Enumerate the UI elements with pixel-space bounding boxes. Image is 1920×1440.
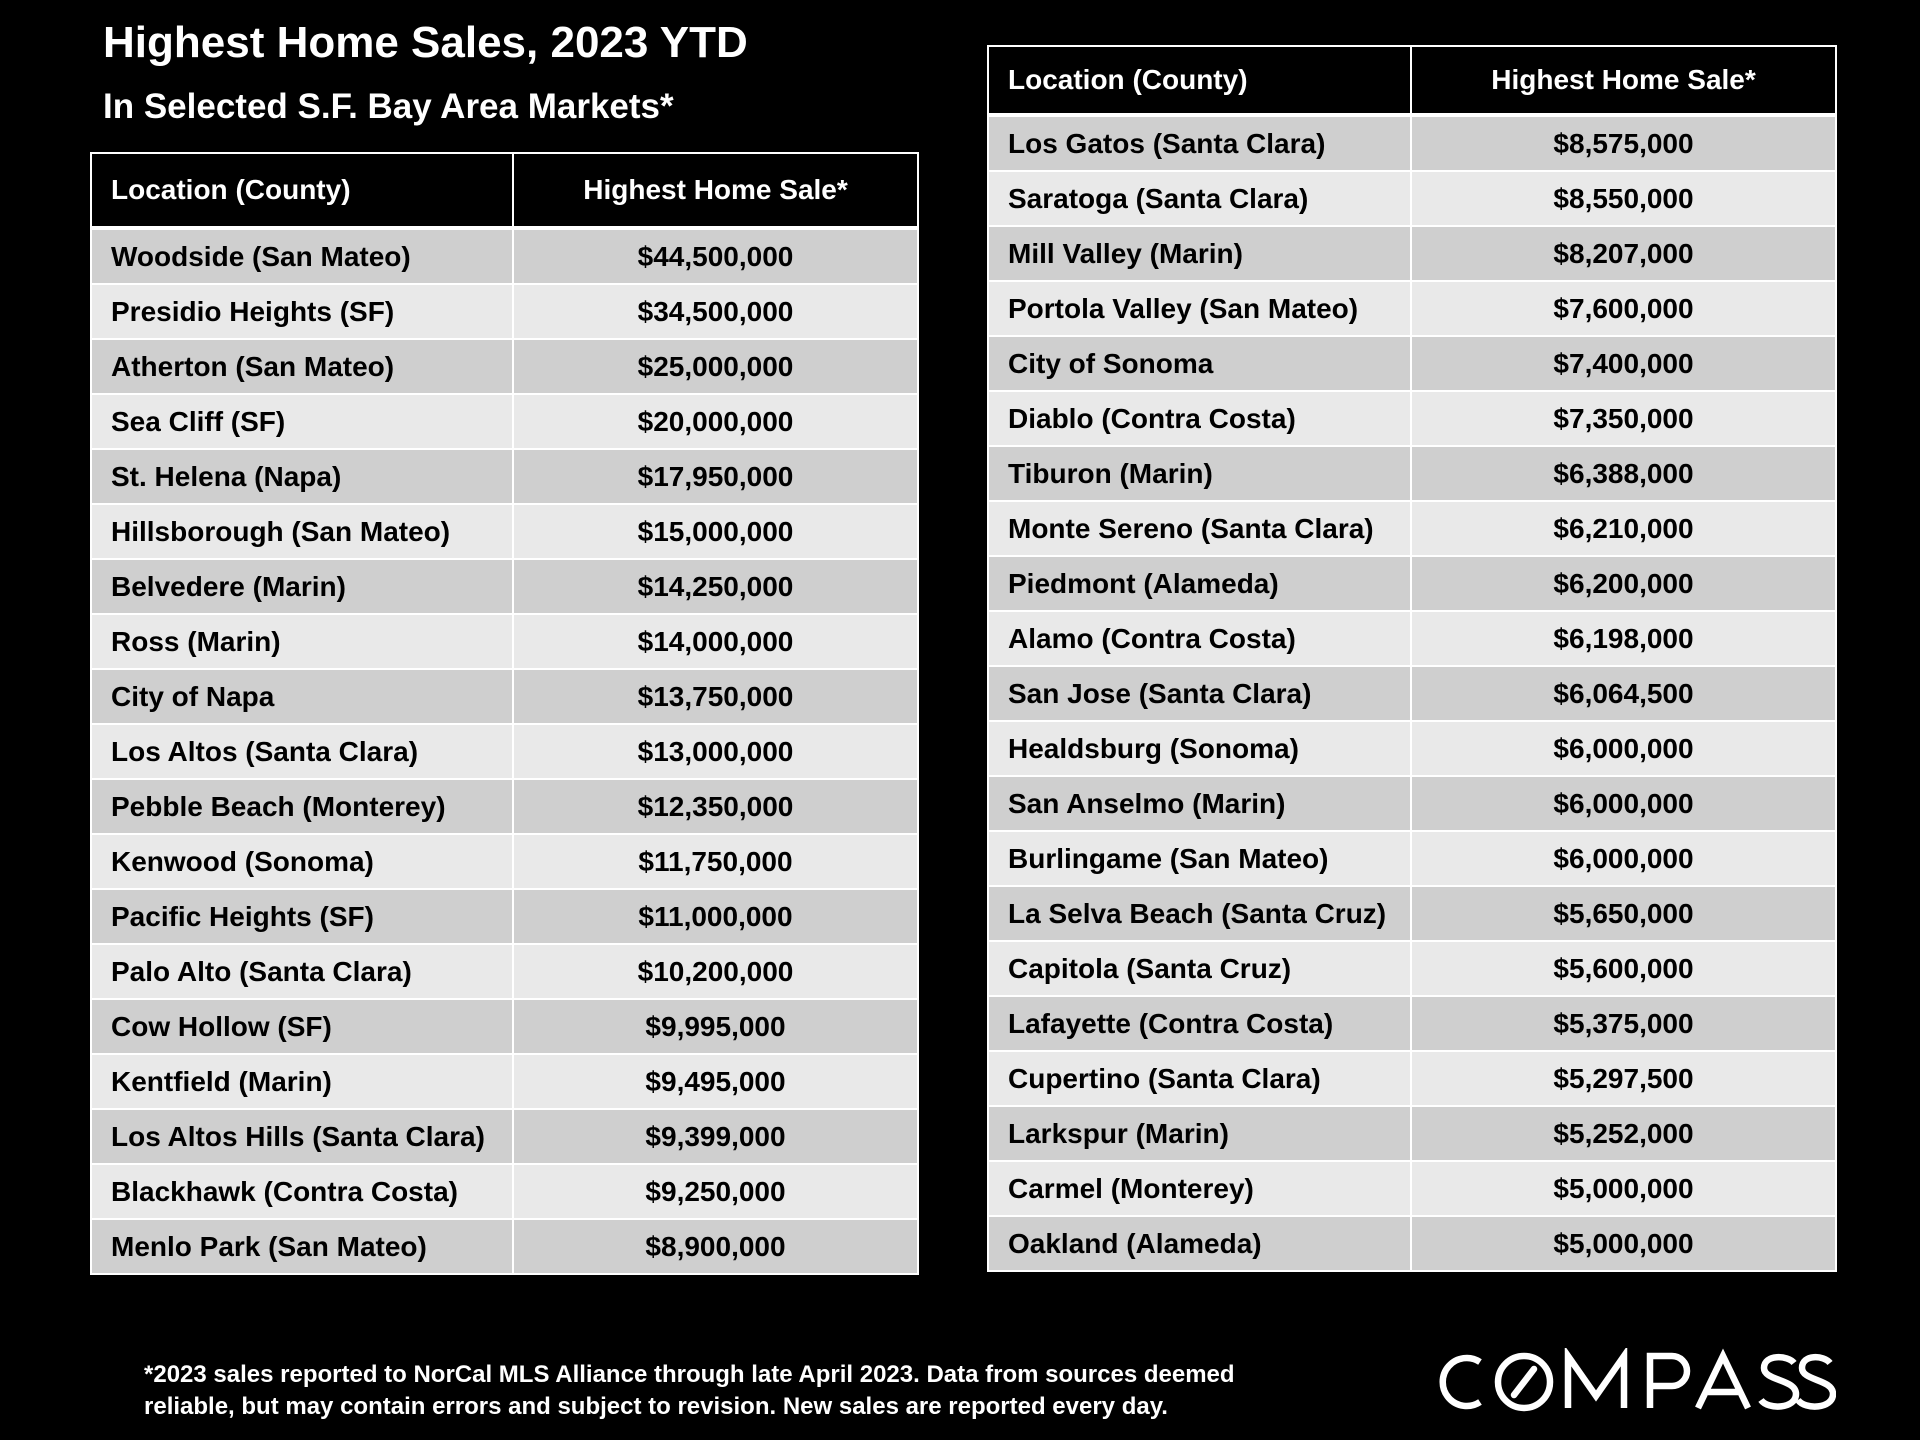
- sale-price-cell: $17,950,000: [513, 449, 918, 504]
- location-cell: Diablo (Contra Costa): [988, 391, 1411, 446]
- left-sales-table: [90, 152, 919, 1275]
- location-cell: Los Altos Hills (Santa Clara): [91, 1109, 513, 1164]
- location-cell: Presidio Heights (SF): [91, 284, 513, 339]
- table-row: [91, 284, 918, 339]
- compass-logo: [1428, 1348, 1836, 1416]
- location-cell: La Selva Beach (Santa Cruz): [988, 886, 1411, 941]
- table-header-row: [91, 153, 918, 228]
- location-cell: Los Altos (Santa Clara): [91, 724, 513, 779]
- table-row: [91, 889, 918, 944]
- sale-price-cell: $6,210,000: [1411, 501, 1836, 556]
- location-cell: St. Helena (Napa): [91, 449, 513, 504]
- table-header-row: [988, 46, 1836, 115]
- location-cell: City of Sonoma: [988, 336, 1411, 391]
- location-cell: Woodside (San Mateo): [91, 228, 513, 284]
- table-row: [91, 669, 918, 724]
- sale-price-cell: $13,750,000: [513, 669, 918, 724]
- sale-price-cell: $5,600,000: [1411, 941, 1836, 996]
- sale-price-cell: $5,650,000: [1411, 886, 1836, 941]
- footnote: [144, 1359, 1304, 1423]
- table-row: [988, 226, 1836, 281]
- location-cell: Tiburon (Marin): [988, 446, 1411, 501]
- sale-price-cell: $9,399,000: [513, 1109, 918, 1164]
- sale-price-cell: $14,000,000: [513, 614, 918, 669]
- sale-price-cell: $11,000,000: [513, 889, 918, 944]
- table-row: [988, 611, 1836, 666]
- sale-price-cell: $11,750,000: [513, 834, 918, 889]
- location-cell: Kenwood (Sonoma): [91, 834, 513, 889]
- sale-price-cell: $5,000,000: [1411, 1161, 1836, 1216]
- table-row: [988, 996, 1836, 1051]
- location-cell: Blackhawk (Contra Costa): [91, 1164, 513, 1219]
- location-cell: Palo Alto (Santa Clara): [91, 944, 513, 999]
- table-row: [988, 886, 1836, 941]
- footnote-line-1: *2023 sales reported to NorCal MLS Alliance through late April 2023. Data from sources deemed: [144, 1361, 1235, 1388]
- column-header-sale: Highest Home Sale*: [1411, 46, 1836, 115]
- table-row: [988, 776, 1836, 831]
- location-cell: Portola Valley (San Mateo): [988, 281, 1411, 336]
- sale-price-cell: $13,000,000: [513, 724, 918, 779]
- table-row: [988, 115, 1836, 171]
- table-row: [988, 556, 1836, 611]
- footnote-line-2: reliable, but may contain errors and subject to revision. New sales are reported every day.: [144, 1393, 1168, 1420]
- location-cell: San Anselmo (Marin): [988, 776, 1411, 831]
- sale-price-cell: $6,198,000: [1411, 611, 1836, 666]
- table-row: [91, 944, 918, 999]
- table-row: [988, 501, 1836, 556]
- sale-price-cell: $6,388,000: [1411, 446, 1836, 501]
- location-cell: Cow Hollow (SF): [91, 999, 513, 1054]
- sale-price-cell: $6,064,500: [1411, 666, 1836, 721]
- table-row: [988, 721, 1836, 776]
- location-cell: San Jose (Santa Clara): [988, 666, 1411, 721]
- sale-price-cell: $6,000,000: [1411, 721, 1836, 776]
- table-row: [91, 999, 918, 1054]
- location-cell: Belvedere (Marin): [91, 559, 513, 614]
- table-row: [91, 504, 918, 559]
- location-cell: Burlingame (San Mateo): [988, 831, 1411, 886]
- table-row: [988, 281, 1836, 336]
- location-cell: Capitola (Santa Cruz): [988, 941, 1411, 996]
- page-title: Highest Home Sales, 2023 YTD: [103, 18, 748, 67]
- sale-price-cell: $9,250,000: [513, 1164, 918, 1219]
- location-cell: Cupertino (Santa Clara): [988, 1051, 1411, 1106]
- right-table-body: [988, 115, 1836, 1271]
- location-cell: Mill Valley (Marin): [988, 226, 1411, 281]
- sale-price-cell: $44,500,000: [513, 228, 918, 284]
- location-cell: Piedmont (Alameda): [988, 556, 1411, 611]
- table-row: [91, 834, 918, 889]
- table-row: [91, 1054, 918, 1109]
- table-row: [91, 339, 918, 394]
- left-table-body: [91, 228, 918, 1274]
- table-row: [91, 724, 918, 779]
- table-row: [988, 1161, 1836, 1216]
- sale-price-cell: $8,575,000: [1411, 115, 1836, 171]
- location-cell: Sea Cliff (SF): [91, 394, 513, 449]
- right-sales-table: [987, 45, 1837, 1272]
- column-header-sale: Highest Home Sale*: [513, 153, 918, 228]
- column-header-location: Location (County): [91, 153, 513, 228]
- sale-price-cell: $20,000,000: [513, 394, 918, 449]
- location-cell: Lafayette (Contra Costa): [988, 996, 1411, 1051]
- location-cell: Oakland (Alameda): [988, 1216, 1411, 1271]
- table-row: [988, 831, 1836, 886]
- location-cell: Ross (Marin): [91, 614, 513, 669]
- location-cell: Pacific Heights (SF): [91, 889, 513, 944]
- sale-price-cell: $5,297,500: [1411, 1051, 1836, 1106]
- location-cell: Alamo (Contra Costa): [988, 611, 1411, 666]
- table-row: [91, 779, 918, 834]
- location-cell: Larkspur (Marin): [988, 1106, 1411, 1161]
- location-cell: Healdsburg (Sonoma): [988, 721, 1411, 776]
- location-cell: Atherton (San Mateo): [91, 339, 513, 394]
- table-row: [91, 559, 918, 614]
- table-row: [988, 1106, 1836, 1161]
- table-row: [91, 1109, 918, 1164]
- table-row: [988, 391, 1836, 446]
- table-row: [91, 228, 918, 284]
- sale-price-cell: $5,375,000: [1411, 996, 1836, 1051]
- table-row: [988, 171, 1836, 226]
- location-cell: Carmel (Monterey): [988, 1161, 1411, 1216]
- table-row: [988, 941, 1836, 996]
- sale-price-cell: $9,995,000: [513, 999, 918, 1054]
- sale-price-cell: $9,495,000: [513, 1054, 918, 1109]
- sale-price-cell: $5,000,000: [1411, 1216, 1836, 1271]
- location-cell: City of Napa: [91, 669, 513, 724]
- table-row: [91, 449, 918, 504]
- sale-price-cell: $34,500,000: [513, 284, 918, 339]
- sale-price-cell: $15,000,000: [513, 504, 918, 559]
- sale-price-cell: $7,350,000: [1411, 391, 1836, 446]
- sale-price-cell: $8,900,000: [513, 1219, 918, 1274]
- location-cell: Los Gatos (Santa Clara): [988, 115, 1411, 171]
- location-cell: Pebble Beach (Monterey): [91, 779, 513, 834]
- location-cell: Kentfield (Marin): [91, 1054, 513, 1109]
- table-row: [91, 1219, 918, 1274]
- sale-price-cell: $6,200,000: [1411, 556, 1836, 611]
- table-row: [988, 1051, 1836, 1106]
- table-row: [988, 336, 1836, 391]
- sale-price-cell: $7,600,000: [1411, 281, 1836, 336]
- location-cell: Monte Sereno (Santa Clara): [988, 501, 1411, 556]
- sale-price-cell: $6,000,000: [1411, 776, 1836, 831]
- location-cell: Hillsborough (San Mateo): [91, 504, 513, 559]
- sale-price-cell: $8,550,000: [1411, 171, 1836, 226]
- table-row: [91, 614, 918, 669]
- sale-price-cell: $14,250,000: [513, 559, 918, 614]
- sale-price-cell: $10,200,000: [513, 944, 918, 999]
- sale-price-cell: $8,207,000: [1411, 226, 1836, 281]
- sale-price-cell: $25,000,000: [513, 339, 918, 394]
- page-subtitle: In Selected S.F. Bay Area Markets*: [103, 87, 674, 126]
- table-row: [988, 1216, 1836, 1271]
- location-cell: Menlo Park (San Mateo): [91, 1219, 513, 1274]
- table-row: [988, 666, 1836, 721]
- sale-price-cell: $7,400,000: [1411, 336, 1836, 391]
- table-row: [988, 446, 1836, 501]
- table-row: [91, 1164, 918, 1219]
- table-row: [91, 394, 918, 449]
- location-cell: Saratoga (Santa Clara): [988, 171, 1411, 226]
- sale-price-cell: $12,350,000: [513, 779, 918, 834]
- sale-price-cell: $5,252,000: [1411, 1106, 1836, 1161]
- column-header-location: Location (County): [988, 46, 1411, 115]
- sale-price-cell: $6,000,000: [1411, 831, 1836, 886]
